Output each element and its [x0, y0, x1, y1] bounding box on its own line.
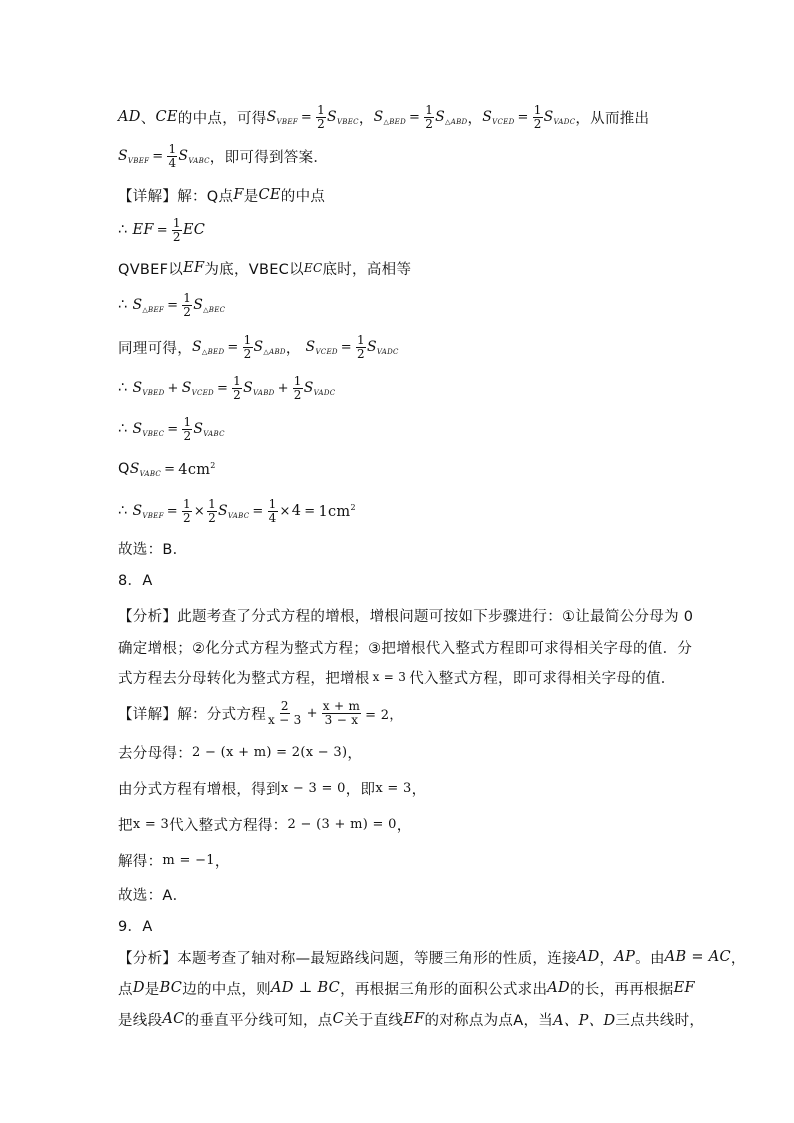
text-line-18	[118, 734, 362, 770]
text: ，即	[345, 781, 376, 798]
equals: =	[304, 503, 316, 519]
equals: =	[156, 222, 168, 238]
text: 边的中点，则	[182, 981, 271, 998]
fraction: $\frac{1}{2}$	[533, 102, 542, 131]
text-line-11	[118, 493, 356, 529]
text: 的对称点为点A，当	[424, 1012, 554, 1029]
text: 【分析】此题考查了分式方程的增根，增根问题可按如下步骤进行：①让最简公分母为 0	[118, 608, 694, 625]
text-line-10	[118, 451, 216, 487]
area-term: $S_{\triangle BED}$	[192, 338, 225, 356]
text: 底时，高相等	[322, 261, 412, 278]
text-line-2	[118, 138, 328, 174]
area-value: $1cm^2$	[318, 502, 356, 520]
therefore: ∴	[118, 222, 128, 238]
therefore: ∴	[118, 380, 128, 396]
math-ef: EF	[132, 222, 154, 238]
area-term: $S_{VCED}$	[181, 379, 214, 397]
text: 是	[243, 188, 259, 205]
text-line-3	[118, 177, 325, 213]
text: 【详解】解：Q点	[118, 188, 234, 205]
math-bc: BC	[159, 980, 183, 996]
fraction: $\frac{1}{2}$	[425, 102, 434, 131]
fraction: $\frac{x + m}{3 - x}$	[322, 698, 361, 727]
text: 故选：A．	[118, 887, 188, 904]
text: ，即可得到答案．	[209, 149, 329, 166]
text: 9．A	[118, 918, 153, 935]
text: 。由	[635, 950, 665, 967]
text-line-17	[118, 695, 403, 731]
plus: +	[306, 705, 318, 721]
math-ad: AD	[547, 980, 570, 996]
fraction: $\frac{1}{2}$	[317, 102, 326, 131]
text: 故选：B．	[118, 541, 188, 558]
text: 代入整式方程，即可求得相关字母的值．	[409, 670, 676, 687]
text: 同理可得，	[118, 340, 192, 357]
math-ad: AD	[576, 949, 600, 965]
math-d: D	[132, 980, 145, 996]
area-term: $S_{VBEF}$	[266, 108, 298, 126]
question-8-answer	[118, 561, 153, 597]
math-expr: 2 − (3 + m) = 0	[287, 816, 397, 832]
text-line-19	[118, 770, 426, 806]
math-perp: AD ⊥ BC	[271, 980, 341, 996]
area-value: $4cm^2$	[178, 460, 216, 478]
math-expr: x = 3	[372, 670, 407, 684]
text: 、	[140, 110, 156, 127]
plus: +	[167, 380, 179, 396]
math-expr: = 2，	[365, 707, 403, 723]
area-term: $S_{VCED}$	[305, 338, 338, 356]
text-line-8	[118, 370, 335, 406]
text-line-16	[118, 659, 676, 695]
text: ，	[285, 340, 301, 357]
text: ，再根据三角形的面积公式求出	[340, 981, 548, 998]
times: ×	[193, 503, 206, 519]
area-term: $S_{\triangle ABD}$	[253, 338, 286, 356]
text: 式方程去分母转化为整式方程，把增根	[118, 670, 370, 687]
text: 由分式方程有增根，得到	[118, 781, 281, 798]
text: 确定增根；②化分式方程为整式方程；③把增根代入整式方程即可求得相关字母的值．分	[118, 640, 693, 657]
text: 关于直线	[343, 1012, 404, 1029]
area-term: $S_{\triangle BEF}$	[132, 296, 165, 314]
area-term: $S_{VABC}$	[193, 420, 225, 438]
fraction: $\frac{1}{2}$	[357, 332, 365, 361]
therefore: ∴	[118, 421, 128, 437]
math-ec: EC	[182, 222, 206, 238]
math-ef: EF	[403, 1011, 425, 1027]
text-line-14	[118, 597, 693, 633]
equals: =	[164, 461, 176, 477]
text: 为底，VBEC以	[204, 261, 304, 278]
area-term: $S_{VABC}$	[178, 147, 210, 165]
math-apd: A、P、D	[553, 1012, 616, 1029]
text: ，	[214, 853, 230, 870]
equals: =	[216, 380, 229, 396]
text: 点	[118, 981, 133, 998]
area-term: $S_{VABC}$	[218, 502, 250, 520]
equals: =	[517, 109, 529, 125]
math-expr: x − 3 = 0	[280, 780, 346, 796]
area-term: $S_{\triangle ABD}$	[435, 108, 468, 126]
math-expr: x = 3	[375, 780, 412, 796]
text: ，	[599, 950, 615, 967]
equals: =	[340, 339, 352, 355]
math-ce: CE	[155, 109, 178, 125]
text: ，	[411, 781, 427, 798]
text-line-9	[118, 411, 225, 447]
fraction: $\frac{1}{2}$	[172, 215, 181, 244]
text: 【详解】解：分式方程	[118, 706, 266, 723]
area-term: $S_{VBED}$	[132, 379, 165, 397]
fraction: $\frac{1}{2}$	[182, 496, 191, 525]
text: 代入整式方程得：	[169, 817, 288, 834]
text: QVBEF以	[118, 261, 184, 278]
area-term: $S_{\triangle BEC}$	[193, 296, 226, 314]
text-line-6	[118, 287, 225, 323]
times: ×	[279, 503, 291, 519]
text: ，	[467, 110, 483, 127]
math-ce: CE	[258, 187, 281, 203]
equals: =	[227, 339, 239, 355]
text: 把	[118, 817, 133, 834]
equals: =	[166, 503, 178, 519]
fraction: $\frac{2}{x - 3}$	[268, 698, 302, 727]
fraction: $\frac{1}{2}$	[233, 373, 242, 402]
text-line-21	[118, 842, 230, 878]
area-term: $S_{VABD}$	[243, 379, 275, 397]
number: 4	[291, 503, 302, 519]
equals: =	[300, 109, 313, 125]
fraction: $\frac{1}{2}$	[293, 373, 302, 402]
math-ef: EF	[183, 260, 205, 276]
text: Q	[118, 461, 130, 477]
fraction: $\frac{1}{4}$	[268, 496, 277, 525]
fraction: $\frac{1}{2}$	[243, 332, 252, 361]
area-term: $S_{VBEC}$	[327, 108, 359, 126]
text-line-26	[118, 1001, 704, 1037]
equals: =	[167, 297, 179, 313]
fraction: $\frac{1}{2}$	[183, 414, 192, 443]
text: 的垂直平分线可知，点	[184, 1012, 333, 1029]
text: 【分析】本题考查了轴对称—最短路线问题，等腰三角形的性质，连接	[118, 950, 577, 967]
area-term: $S_{VCED}$	[482, 108, 515, 126]
math-ef: EF	[673, 980, 695, 996]
text: 三点共线时，	[615, 1012, 705, 1029]
fraction: $\frac{1}{4}$	[168, 141, 177, 170]
math-ab-eq-ac: AB = AC	[664, 949, 731, 965]
text: ，	[347, 745, 363, 762]
equals: =	[252, 503, 264, 519]
text-line-5	[118, 250, 411, 286]
area-term: $S_{VBEC}$	[132, 420, 165, 438]
text: ，	[358, 110, 374, 127]
math-ad: AD	[118, 109, 141, 125]
text: 的中点	[280, 188, 326, 205]
fraction: $\frac{1}{2}$	[183, 290, 192, 319]
math-f: F	[233, 187, 244, 203]
area-term: $S_{VADC}$	[366, 338, 399, 356]
text-line-7	[118, 329, 399, 365]
math-expr: x = 3	[132, 816, 170, 832]
text-line-4	[118, 212, 205, 248]
plus: +	[277, 380, 289, 396]
text: 8．A	[118, 572, 153, 589]
equals: =	[167, 421, 179, 437]
text: 是线段	[118, 1012, 163, 1029]
math-ac: AC	[162, 1011, 185, 1027]
question-9-answer	[118, 907, 153, 943]
therefore: ∴	[118, 503, 128, 519]
math-ap: AP	[614, 949, 636, 965]
area-term: $S_{VBEF}$	[118, 147, 150, 165]
text: 的中点，可得	[177, 110, 267, 127]
area-term: $S_{VBEF}$	[132, 502, 164, 520]
equals: =	[152, 148, 164, 164]
math-expr: 2 − (x + m) = 2(x − 3)	[192, 744, 348, 760]
fraction: $\frac{1}{2}$	[208, 496, 217, 525]
text: 去分母得：	[118, 745, 192, 762]
math-ec: EC	[303, 261, 323, 275]
area-term: $S_{VADC}$	[543, 108, 576, 126]
text-line-20	[118, 806, 412, 842]
area-term: $S_{\triangle BED}$	[373, 108, 406, 126]
area-term: $S_{VABC}$	[129, 460, 162, 478]
text: 的长，再再根据	[569, 981, 674, 998]
therefore: ∴	[118, 297, 128, 313]
text: ，从而推出	[575, 110, 650, 127]
math-expr: m = −1	[162, 852, 215, 868]
text: 解得：	[118, 853, 163, 870]
text: ，	[730, 950, 746, 967]
math-c: C	[332, 1011, 344, 1027]
text: ，	[396, 817, 412, 834]
area-term: $S_{VADC}$	[303, 379, 336, 397]
text: 是	[144, 981, 160, 998]
equals: =	[408, 109, 421, 125]
text-line-1	[118, 99, 649, 135]
